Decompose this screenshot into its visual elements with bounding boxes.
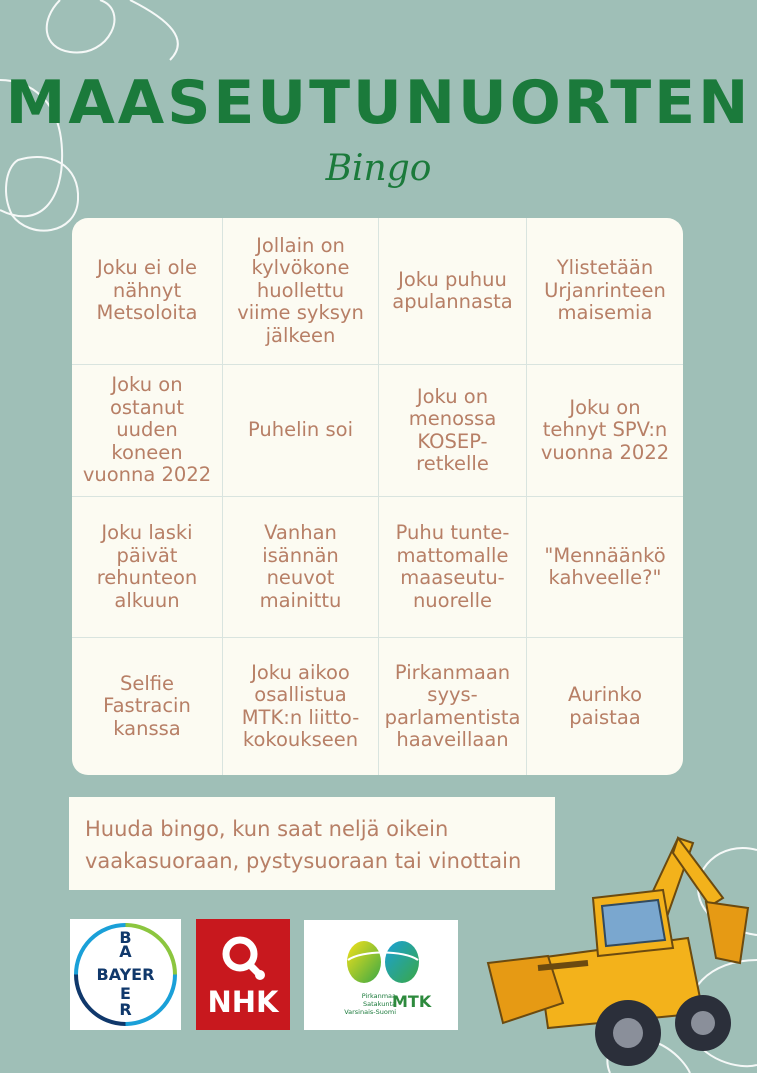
svg-text:BAYER: BAYER xyxy=(96,965,155,984)
nhk-label: NHK xyxy=(207,985,279,1019)
bingo-cell[interactable]: Joku aikoo osallistua MTK:n liitto- kokoukseen xyxy=(223,638,379,775)
page-subtitle: Bingo xyxy=(325,148,432,189)
bingo-cell[interactable]: Joku ei ole nähnyt Metsoloita xyxy=(72,218,223,365)
nhk-symbol-icon xyxy=(196,919,290,989)
bingo-cell[interactable]: Joku on ostanut uuden koneen vuonna 2022 xyxy=(72,365,223,497)
bayer-cross-icon xyxy=(70,919,181,1030)
svg-text:R: R xyxy=(119,1000,132,1019)
mtk-logo xyxy=(304,920,458,1030)
bingo-cell[interactable]: Selfie Fastracin kanssa xyxy=(72,638,223,775)
svg-text:A: A xyxy=(119,942,132,961)
nhk-logo xyxy=(196,919,290,1030)
bingo-cell[interactable]: Puhu tunte- mattomalle maaseutu- nuorelle xyxy=(379,497,527,638)
bingo-board xyxy=(72,218,683,775)
bingo-cell[interactable]: Joku laski päivät rehunteon alkuun xyxy=(72,497,223,638)
mtk-name: MTK xyxy=(392,992,432,1011)
backhoe-tractor-icon xyxy=(478,828,753,1073)
bingo-cell[interactable]: Jollain on kylvökone huollettu viime syksyn jälkeen xyxy=(223,218,379,365)
mtk-infinity-icon xyxy=(304,920,458,990)
bingo-cell[interactable]: Ylistetään Urjanrinteen maisemia xyxy=(527,218,683,365)
svg-text:B: B xyxy=(119,928,132,947)
bayer-logo xyxy=(70,919,181,1030)
bingo-cell[interactable]: Puhelin soi xyxy=(223,365,379,497)
bingo-cell[interactable]: Pirkanmaan syys- parlamentista haaveillaan xyxy=(379,638,527,775)
bingo-cell[interactable]: "Mennäänkö kahveelle?" xyxy=(527,497,683,638)
bingo-cell[interactable]: Vanhan isännän neuvot mainittu xyxy=(223,497,379,638)
instruction-text: Huuda bingo, kun saat neljä oikein vaakasuoraan, pystysuoraan tai vinottain xyxy=(69,797,555,890)
bingo-cell[interactable]: Aurinko paistaa xyxy=(567,683,643,729)
svg-text:E: E xyxy=(120,984,131,1003)
page-title: MAASEUTUNUORTEN xyxy=(5,68,752,138)
bingo-cell[interactable]: Joku on tehnyt SPV:n vuonna 2022 xyxy=(527,365,683,497)
bingo-cell[interactable]: Joku on menossa KOSEP- retkelle xyxy=(379,365,527,497)
bingo-cell[interactable]: Joku puhuu apulannasta xyxy=(379,218,527,365)
mtk-regions: Pirkanmaa Satakunta Varsinais-Suomi xyxy=(344,992,396,1016)
